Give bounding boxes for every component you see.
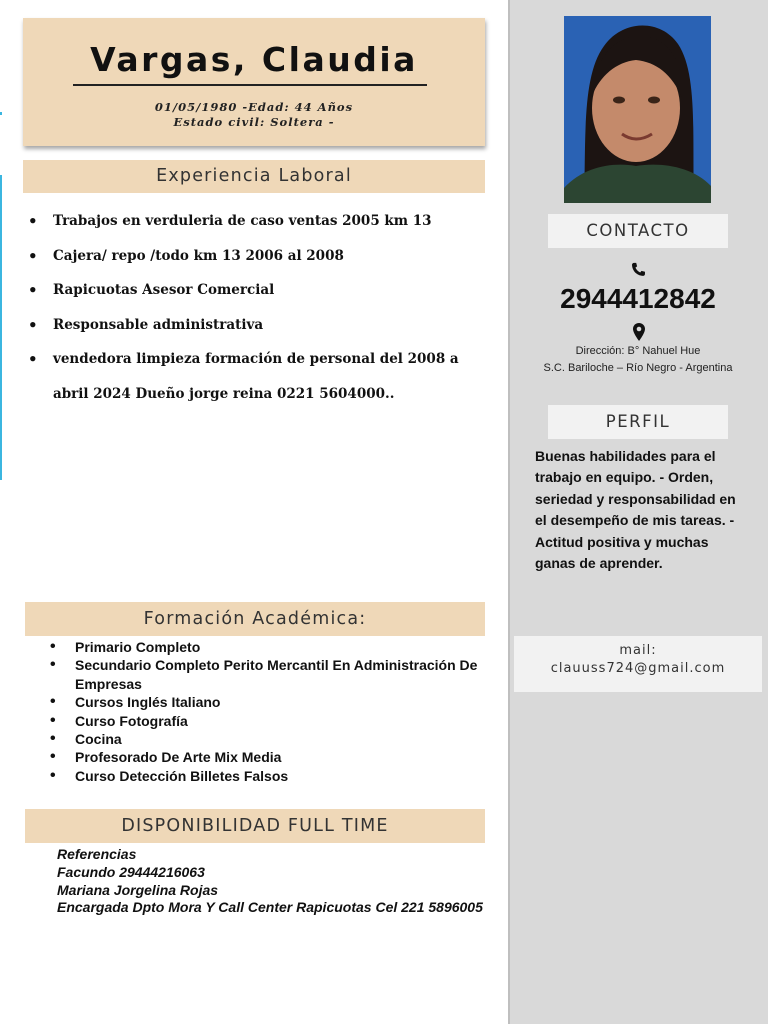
reference-line: Encargada Dpto Mora Y Call Center Rapicuotas Cel 221 5896005	[57, 899, 483, 916]
name-underline	[73, 84, 427, 86]
list-item: • Primario Completo	[50, 638, 480, 656]
address-line-2: S.C. Bariloche – Río Negro - Argentina	[543, 362, 733, 374]
candidate-name: Vargas, Claudia	[90, 40, 418, 79]
experience-heading: Experiencia Laboral	[23, 160, 485, 193]
experience-list	[28, 204, 488, 411]
phone-number: 2944412842	[560, 283, 716, 314]
mail-label: mail:	[619, 643, 657, 658]
name-header-box	[23, 18, 485, 146]
location-pin-icon	[633, 323, 645, 341]
list-item: • Cocina	[50, 730, 480, 748]
references-block	[57, 846, 497, 917]
list-item: • Rapicuotas Asesor Comercial	[28, 273, 488, 308]
civil-status-line: Estado civil: Soltera -	[173, 115, 335, 129]
list-item: • Responsable administrativa	[28, 308, 488, 343]
contact-heading: CONTACTO	[548, 214, 728, 248]
availability-heading: DISPONIBILIDAD FULL TIME	[25, 809, 485, 843]
phone-icon	[629, 261, 647, 279]
birth-age-line: 01/05/1980 -Edad: 44 Años	[154, 100, 354, 114]
email-address: clauuss724@gmail.com	[550, 661, 726, 676]
list-item: • Secundario Completo Perito Mercantil En Administración De Empresas	[50, 656, 480, 693]
reference-line: Mariana Jorgelina Rojas	[57, 881, 219, 898]
mail-box	[514, 636, 762, 692]
profile-photo	[564, 16, 711, 203]
profile-heading: PERFIL	[548, 405, 728, 439]
education-heading: Formación Académica:	[25, 602, 485, 636]
references-label: Referencias	[57, 846, 137, 862]
list-item: • Trabajos en verduleria de caso ventas 2005 km 13	[28, 204, 488, 239]
left-edge-accent-mark	[0, 112, 2, 115]
left-edge-accent-line	[0, 175, 2, 480]
list-item: • Curso Detección Billetes Falsos	[50, 767, 480, 785]
list-item: • Cursos Inglés Italiano	[50, 693, 480, 711]
education-list	[50, 638, 480, 785]
list-item: • Curso Fotografía	[50, 712, 480, 730]
profile-photo-illustration	[564, 16, 711, 203]
list-item: • vendedora limpieza formación de personal del 2008 a abril 2024 Dueño jorge reina 0221 5604000..	[28, 342, 488, 411]
reference-line: Facundo 29444216063	[57, 863, 205, 880]
profile-text: Buenas habilidades para el trabajo en equipo. - Orden, seriedad y responsabilidad en el desempeño de mis tareas. - Actitud positiva y muchas ganas de aprender.	[535, 448, 736, 572]
list-item: • Cajera/ repo /todo km 13 2006 al 2008	[28, 239, 488, 274]
list-item: • Profesorado De Arte Mix Media	[50, 748, 480, 766]
address-line-1: Dirección: B° Nahuel Hue	[575, 345, 701, 357]
